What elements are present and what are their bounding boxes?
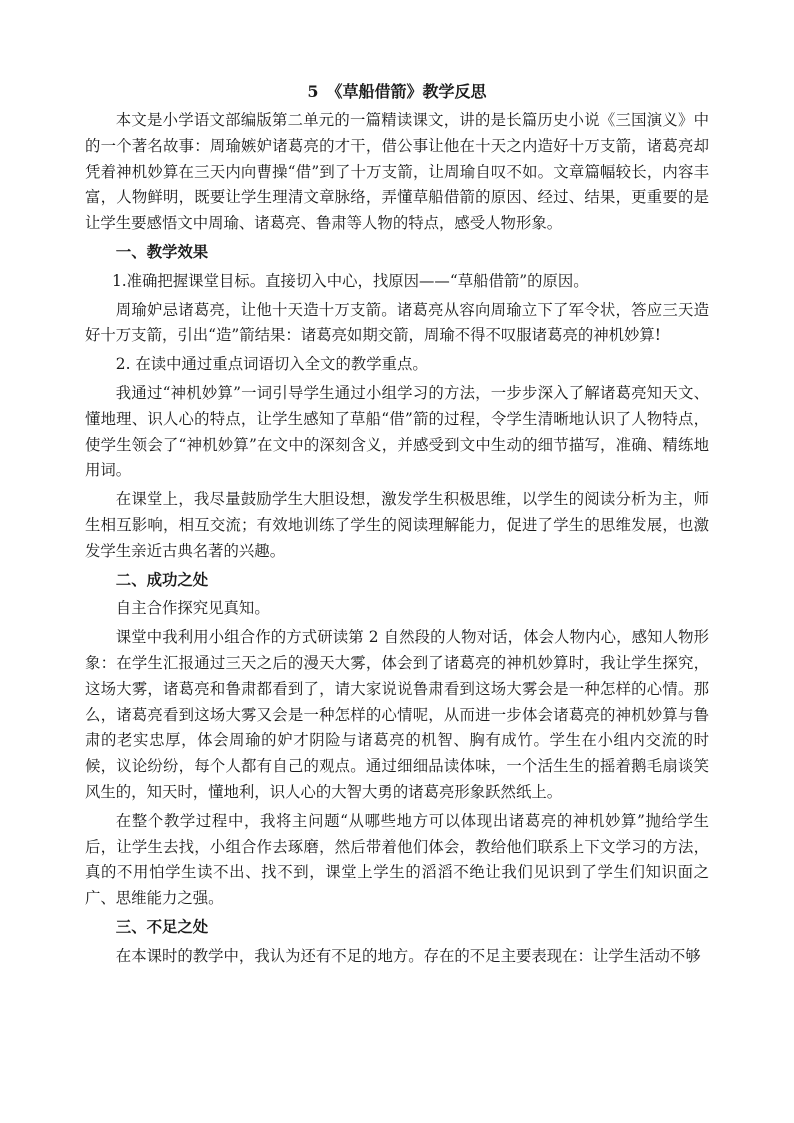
section-heading-shortcomings: 三、不足之处 [115, 917, 209, 936]
document-title: 5 《草船借箭》教学反思 [307, 82, 487, 101]
document-page [85, 78, 709, 973]
list-item-2: 2. 在读中通过重点词语切入全文的教学重点。 [115, 355, 428, 374]
paragraph: 我通过“神机妙算”一词引导学生通过小组学习的方法，一步步深入了解诸葛亮知天文、懂地理、识人心的特点，让学生感知了草船“借”箭的过程，令学生清晰地认识了人物特点，使学生领会了“神机妙算”在文中的深刻含义，并感受到文中生动的细节描写，准确、精练地用词。 [85, 383, 709, 480]
paragraph: 周瑜妒忌诸葛亮，让他十天造十万支箭。诸葛亮从容向周瑜立下了军令状，答应三天造好十万支箭，引出“造”箭结果：诸葛亮如期交箭，周瑜不得不叹服诸葛亮的神机妙算! [85, 300, 709, 345]
section-heading-teaching-effect: 一、教学效果 [115, 242, 209, 261]
list-item-1: 1.准确把握课堂目标。直接切入中心，找原因——“草船借箭”的原因。 [111, 271, 589, 290]
paragraph: 课堂中我利用小组合作的方式研读第 2 自然段的人物对话，体会人物内心，感知人物形象：在学生汇报通过三天之后的漫天大雾，体会到了诸葛亮的神机妙算时，我让学生探究，这场大雾，诸葛亮和鲁肃都看到了，请大家说说鲁肃看到这场大雾会是一种怎样的心情。那么，诸葛亮看到这场大雾又会是一种怎样的心情呢，从而进一步体会诸葛亮的神机妙算与鲁肃的老实忠厚，体会周瑜的妒才阴险与诸葛亮的机智、胸有成竹。学生在小组内交流的时候，议论纷纷，每个人都有自己的观点。通过细细品读体味，一个活生生的摇着鹅毛扇谈笑风生的，知天时，懂地利，识人心的大智大勇的诸葛亮形象跃然纸上。 [85, 628, 709, 801]
paragraph: 在课堂上，我尽量鼓励学生大胆设想，激发学生积极思维，以学生的阅读分析为主，师生相互影响，相互交流；有效地训练了学生的阅读理解能力，促进了学生的思维发展，也激发学生亲近古典名著的兴趣。 [85, 490, 709, 560]
paragraph: 自主合作探究见真知。 [115, 599, 270, 618]
intro-paragraph: 本文是小学语文部编版第二单元的一篇精读课文，讲的是长篇历史小说《三国演义》中的一个著名故事：周瑜嫉妒诸葛亮的才干，借公事让他在十天之内造好十万支箭，诸葛亮却凭着神机妙算在三天内向曹操“借”到了十万支箭，让周瑜自叹不如。文章篇幅较长，内容丰富，人物鲜明，既要让学生理清文章脉络，弄懂草船借箭的原因、经过、结果，更重要的是让学生要感悟文中周瑜、诸葛亮、鲁肃等人物的特点，感受人物形象。 [85, 111, 709, 233]
paragraph: 在整个教学过程中，我将主问题“从哪些地方可以体现出诸葛亮的神机妙算”抛给学生后，让学生去找，小组合作去琢磨，然后带着他们体会，教给他们联系上下文学习的方法，真的不用怕学生读不出、找不到，课堂上学生的滔滔不绝让我们见识到了学生们知识面之广、思维能力之强。 [85, 811, 709, 908]
paragraph: 在本课时的教学中，我认为还有不足的地方。存在的不足主要表现在：让学生活动不够 [115, 946, 701, 965]
section-heading-successes: 二、成功之处 [115, 570, 209, 589]
